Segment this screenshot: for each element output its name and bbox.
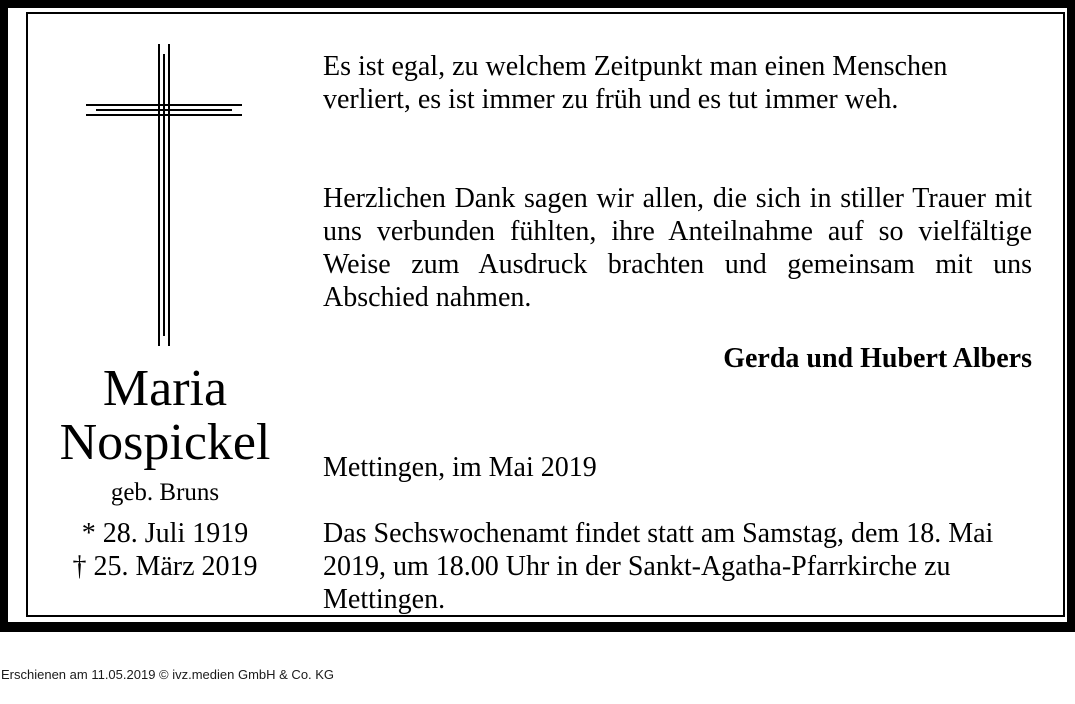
birth-date: * 28. Juli 1919 bbox=[81, 518, 249, 549]
deceased-born-name: geb. Bruns bbox=[110, 479, 220, 506]
cross-icon bbox=[86, 44, 242, 346]
thanks-text: Herzlichen Dank sagen wir allen, die sich in stiller Trauer mit uns verbunden fühlten, ihre Anteilnahme auf so vielfältige Weise zum Ausdruck brachten und gemeinsam mit uns Abschied nahmen. bbox=[323, 183, 1032, 313]
quote-text: Es ist egal, zu welchem Zeitpunkt man einen Menschen verliert, es ist immer zu früh und es tut immer weh. bbox=[323, 51, 948, 115]
death-date: † 25. März 2019 bbox=[72, 551, 258, 582]
place-date: Mettingen, im Mai 2019 bbox=[323, 452, 597, 483]
family-signature: Gerda und Hubert Albers bbox=[723, 343, 1032, 374]
publication-footer: Erschienen am 11.05.2019 © ivz.medien GmbH & Co. KG bbox=[1, 667, 335, 682]
deceased-last-name: Nospickel bbox=[59, 414, 271, 471]
deceased-first-name: Maria bbox=[102, 360, 228, 417]
mass-notice: Das Sechswochenamt findet statt am Samstag, dem 18. Mai 2019, um 18.00 Uhr in der Sankt-Agatha-Pfarrkirche zu Mettingen. bbox=[323, 518, 994, 615]
